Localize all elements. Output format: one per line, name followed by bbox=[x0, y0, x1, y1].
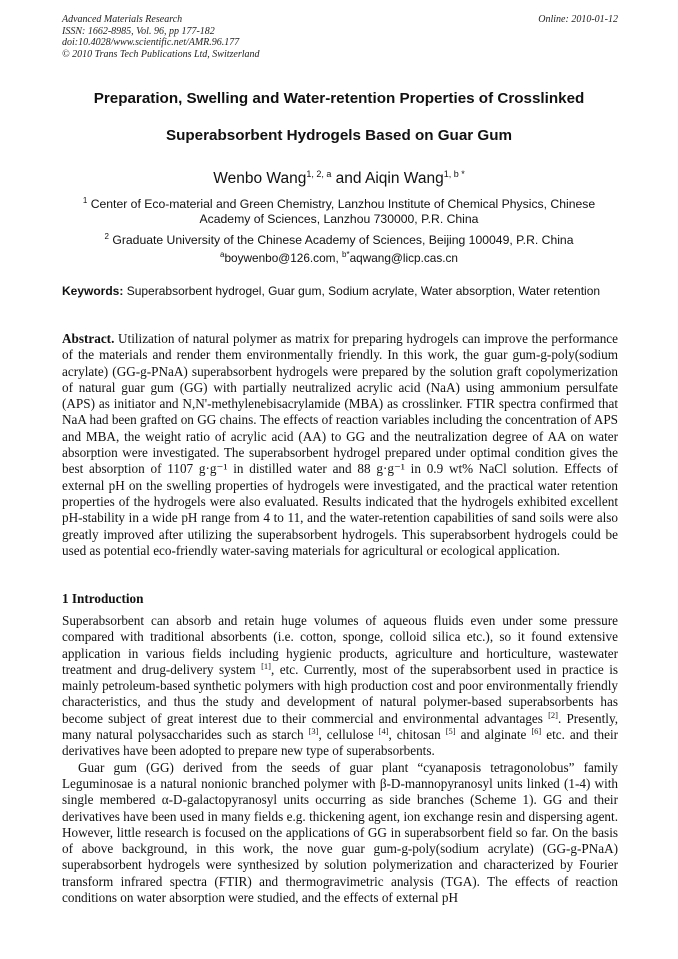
journal-name: Advanced Materials Research bbox=[62, 14, 183, 25]
keywords-label: Keywords: bbox=[62, 284, 124, 298]
affiliation-1-marker: 1 bbox=[82, 196, 88, 205]
introduction-body bbox=[62, 613, 618, 906]
intro-p1-text-a: Superabsorbent can absorb and retain huge volumes of aqueous fluids even under some pressure compared with traditional absorbents (i.e. cotton, sponge, colloid silica etc.), so it found extensive application in various fields including hygienic products, agriculture and horticulture, wastewater treatment and drug-delivery system bbox=[62, 613, 618, 677]
citation-4[interactable]: [4] bbox=[378, 726, 389, 737]
intro-paragraph-1 bbox=[62, 613, 618, 760]
keywords bbox=[62, 284, 618, 299]
citation-3[interactable]: [3] bbox=[308, 726, 319, 737]
section-heading-introduction: 1 Introduction bbox=[62, 591, 144, 606]
author-conjunction: and bbox=[331, 170, 365, 187]
email-1-marker: a bbox=[220, 250, 225, 259]
author-list bbox=[60, 169, 618, 188]
email-1-link[interactable]: boywenbo@126.com, bbox=[224, 251, 343, 265]
intro-p1-text-e: , chitosan bbox=[388, 727, 446, 743]
email-2-marker: b* bbox=[342, 250, 350, 259]
citation-6[interactable]: [6] bbox=[531, 726, 542, 737]
email-2-link[interactable]: aqwang@licp.cas.cn bbox=[349, 251, 458, 265]
author-emails bbox=[60, 250, 618, 265]
journal-copyright: © 2010 Trans Tech Publications Ltd, Switzerland bbox=[62, 48, 260, 60]
affiliation-2 bbox=[60, 229, 618, 248]
keywords-text: Superabsorbent hydrogel, Guar gum, Sodium acrylate, Water absorption, Water retention bbox=[123, 284, 601, 298]
citation-1[interactable]: [1] bbox=[261, 660, 271, 671]
author-2-affiliation-marker: 1, b * bbox=[443, 169, 465, 179]
intro-paragraph-2: Guar gum (GG) derived from the seeds of guar plant “cyanaposis tetragonolobus” family Leguminosae is a natural nonionic branched polymer with β-D-mannopyranosyl units linked (1-4) with single membered α-D-galactopyranosyl units occurring as side branches (Scheme 1). GG and their derivatives have been used in many fields e.g. thickening agent, ion exchange resin and dispersing agent. However, little research is focused on the applications of GG in superabsorbent field so far. On the basis of above background, in this work, the nove guar gum-g-poly(sodium acrylate) (GG-g-PNaA) superabsorbent hydrogels were synthesized by solution polymerization and characterized by Fourier transform infrared spectra (FTIR) and thermogravimetric analysis (TGA). The effects of reaction conditions on water absorption were studied, and the effects of external pH bbox=[62, 759, 618, 906]
journal-issn: ISSN: 1662-8985, Vol. 96, pp 177-182 bbox=[62, 25, 215, 37]
citation-2[interactable]: [2] bbox=[548, 709, 558, 720]
intro-p1-text-b: , etc. Currently, most of the superabsorbent used in practice is mainly petroleum-based synthetic polymers with high production cost and poor environmentally friendly characteristics, and thus the study and development of natural polymer-based superabsorbents has become subject of great interest due to their commercial and environmental advantages bbox=[62, 661, 618, 726]
intro-p1-text-c: . Presently, many natural polysaccharides such as starch bbox=[62, 710, 618, 743]
journal-header bbox=[62, 14, 618, 60]
citation-5[interactable]: [5] bbox=[445, 726, 456, 737]
affiliation-1-text: Center of Eco-material and Green Chemistry, Lanzhou Institute of Chemical Physics, Chinese Academy of Sciences, Lanzhou 730000, P.R. China bbox=[87, 197, 596, 226]
intro-p1-text-g: etc. and their derivatives have been adopted to prepare new type of superabsorbents. bbox=[62, 727, 619, 759]
abstract bbox=[62, 331, 618, 559]
paper-title-line-2: Superabsorbent Hydrogels Based on Guar Gum bbox=[165, 127, 512, 144]
affiliation-2-marker: 2 bbox=[104, 232, 109, 241]
affiliation-1 bbox=[60, 193, 618, 227]
abstract-label: Abstract. bbox=[62, 331, 115, 346]
online-date: Online: 2010-01-12 bbox=[538, 14, 618, 25]
journal-doi: doi:10.4028/www.scientific.net/AMR.96.177 bbox=[62, 37, 240, 48]
author-2-name: Aiqin Wang bbox=[365, 170, 444, 187]
author-1-affiliation-marker: 1, 2, a bbox=[306, 169, 332, 179]
intro-p1-text-d: , cellulose bbox=[318, 727, 379, 743]
abstract-text: Utilization of natural polymer as matrix for preparing hydrogels can improve the performance of the materials and render them environmentally friendly. In this work, the guar gum-g-poly(sodium acrylate) (GG-g-PNaA) superabsorbent hydrogels were prepared by the solution graft copolymerization of natural guar gum (GG) with partially neutralized acrylic acid (NaA) using ammonium persulfate (APS) as initiator and N,N'-methylenebisacrylamide (MBA) as crosslinker. FTIR spectra confirmed that NaA had been grafted on GG chains. The effects of reaction variables including the concentration of APS and MBA, the weight ratio of acrylic acid (AA) to GG and the neutralization degree of AA on water absorption were investigated. The superabsorbent hydrogel prepared under optimal condition gives the best absorption of 1107 g·g⁻¹ in distilled water and 88 g·g⁻¹ in 0.9 wt% NaCl solution. Effects of external pH on the swelling properties of hydrogels were investigated, and the practical water retention properties of the hydrogels were also evaluated. Results indicated that the hydrogels exhibited excellent pH-stability in a wide pH range from 4 to 11, and the water-retention capabilities of sand soils were also greatly improved after utilizing the superabsorbent hydrogels. This superabsorbent hydrogels could be used as potential eco-friendly water-saving materials for agricultural or ecological application. bbox=[62, 331, 618, 558]
intro-p1-text-f: and alginate bbox=[455, 727, 532, 743]
paper-title-line-1: Preparation, Swelling and Water-retention Properties of Crosslinked bbox=[93, 90, 585, 107]
affiliation-2-text: Graduate University of the Chinese Academy of Sciences, Beijing 100049, P.R. China bbox=[108, 233, 574, 247]
author-1-name: Wenbo Wang bbox=[213, 170, 307, 187]
